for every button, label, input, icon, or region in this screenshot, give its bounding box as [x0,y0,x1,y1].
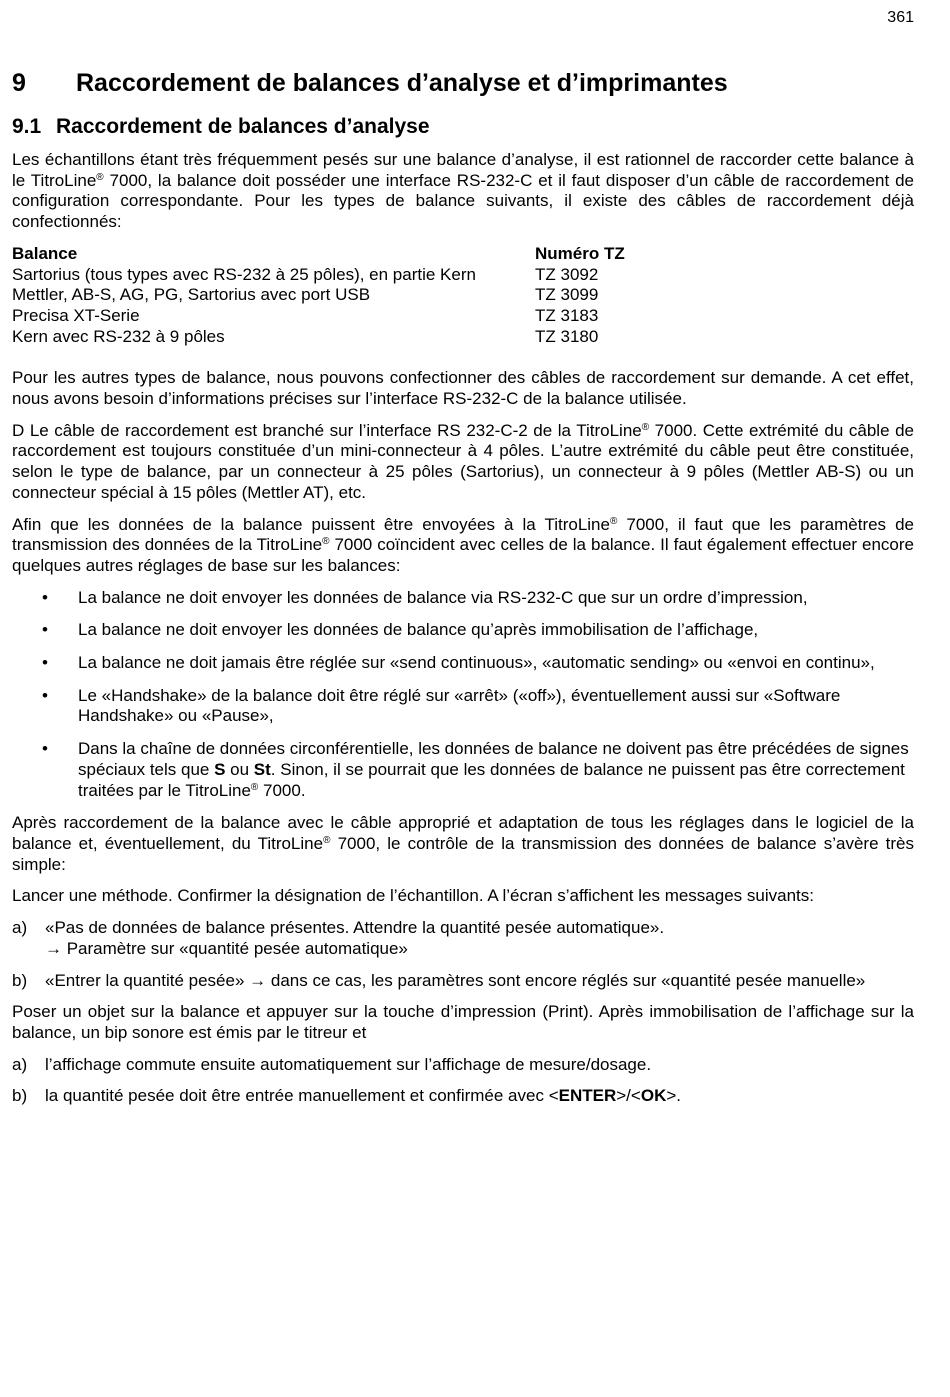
bullet-icon: • [42,587,48,607]
parameters-paragraph: Afin que les données de la balance puissent être envoyées à la TitroLine® 7000, il faut que les paramètres de transmission des données de la TitroLine® 7000 coïncident avec celles de la balance. Il faut également effectuer encore quelques autres réglages de base sur les balances: [12,514,915,575]
table-row [12,327,625,348]
list-label: a) [12,918,28,938]
bullet-icon: • [42,685,48,705]
enter-key-label: ENTER [558,1086,617,1106]
registered-mark: ® [641,421,650,433]
list-item: • La balance ne doit envoyer les données de balance qu’après immobilisation de l’affichage, [42,620,759,640]
page-number: 361 [887,9,914,26]
chapter-title: Raccordement de balances d’analyse et d’imprimantes [76,69,728,97]
table-cell-balance: Kern avec RS-232 à 9 pôles [12,326,225,346]
chapter-number: 9 [12,69,26,97]
list-item: • Le «Handshake» de la balance doit être réglé sur «arrêt» («off»), éventuellement aussi sur «Software Handshake» ou «Pause», [42,685,841,726]
bullet-icon: • [42,653,48,673]
after-connection-paragraph: Après raccordement de la balance avec le câble approprié et adaptation de tous les réglages dans le logiciel de la balance et, éventuellement, du TitroLine® 7000, le contrôle de la transmission des données de balance s’avère très simple: [12,813,914,874]
body-text [12,150,914,1118]
table-row [12,265,625,286]
table-row [12,306,625,327]
place-object-paragraph: Poser un objet sur la balance et appuyer sur la touche d’impression (Print). Après immobilisation de l’affichage sur la balance, un bip sonore est émis par le titreur et [12,1002,914,1042]
registered-mark: ® [323,834,331,846]
list-item: a) l’affichage commute ensuite automatiquement sur l’affichage de mesure/dosage. [12,1054,652,1074]
list-item: • Dans la chaîne de données circonférentielle, les données de balance ne doivent pas être précédées de signes spéciaux tels que S ou St. Sinon, il se pourrait que les données de balance ne puissent pas être correctement traitées par le TitroLine® 7000. [42,739,909,800]
registered-mark: ® [609,515,618,527]
table-row [12,285,625,306]
section-title: Raccordement de balances d’analyse [56,115,430,138]
registered-mark: ® [250,781,259,793]
list-item: • La balance ne doit jamais être réglée sur «send continuous», «automatic sending» ou «envoi en continu», [42,653,875,673]
table-cell-tz: TZ 3099 [535,285,599,305]
list-item: a) «Pas de données de balance présentes. Attendre la quantité pesée automatique». → Paramètre sur «quantité pesée automatique» [12,918,914,959]
balance-cable-table [12,244,625,348]
registered-mark: ® [322,536,330,548]
table-cell-tz: TZ 3092 [535,264,599,284]
intro-paragraph: Les échantillons étant très fréquemment pesés sur une balance d’analyse, il est rationnel de raccorder cette balance à le TitroLine® 7000, la balance doit posséder une interface RS-232-C et il faut disposer d’un câble de raccordement de configuration correspondante. Pour les types de balance suivants, il existe des câbles de raccordement déjà confectionnés: [12,150,914,232]
table-cell-balance: Sartorius (tous types avec RS-232 à 25 pôles), en partie Kern [12,264,476,284]
table-header-row [12,244,625,265]
launch-method-paragraph: Lancer une méthode. Confirmer la désignation de l’échantillon. A l’écran s’affichent les messages suivants: [12,886,814,906]
settings-bullet-list [12,588,914,802]
table-cell-balance: Precisa XT-Serie [12,305,140,325]
registered-mark: ® [96,171,104,183]
list-subline: → Paramètre sur «quantité pesée automatique» [45,938,408,958]
other-types-paragraph: Pour les autres types de balance, nous pouvons confectionner des câbles de raccordement sur demande. A cet effet, nous avons besoin d’informations précises sur l’interface RS-232-C de la balance utilisée. [12,368,914,409]
chapter-heading [12,68,728,98]
section-number: 9.1 [12,115,42,138]
cable-paragraph: D Le câble de raccordement est branché sur l’interface RS 232-C-2 de la TitroLine® 7000. Cette extrémité du câble de raccordement est toujours constituée d’un mini-connecteur à 4 pôles. L’autre extrémité du câble peut être constituée, selon le type de balance, par un connecteur à 25 pôles (Sartorius), un connecteur à 9 pôles (Mettler AB-S) ou un connecteur spécial à 15 pôles (Mettler AT), etc. [12,420,914,502]
list-label: b) [12,1086,28,1106]
table-cell-tz: TZ 3183 [535,305,599,325]
ok-key-label: OK [640,1086,667,1106]
list-item: b) la quantité pesée doit être entrée manuellement et confirmée avec <ENTER>/<OK>. [12,1086,681,1106]
list-item: • La balance ne doit envoyer les données de balance via RS-232-C que sur un ordre d’impression, [42,587,808,607]
list-label: b) [12,970,28,990]
table-cell-tz: TZ 3180 [535,326,599,346]
bullet-icon: • [42,620,48,640]
list-item: b) «Entrer la quantité pesée» → dans ce cas, les paramètres sont encore réglés sur «quantité pesée manuelle» [12,970,866,990]
messages-list [12,918,914,991]
table-cell-balance: Mettler, AB-S, AG, PG, Sartorius avec port USB [12,285,371,305]
bullet-icon: • [42,739,48,759]
table-header-tz: Numéro TZ [535,243,625,263]
table-header-balance: Balance [12,243,78,263]
list-label: a) [12,1054,28,1074]
section-heading [12,114,430,140]
result-list [12,1055,914,1107]
